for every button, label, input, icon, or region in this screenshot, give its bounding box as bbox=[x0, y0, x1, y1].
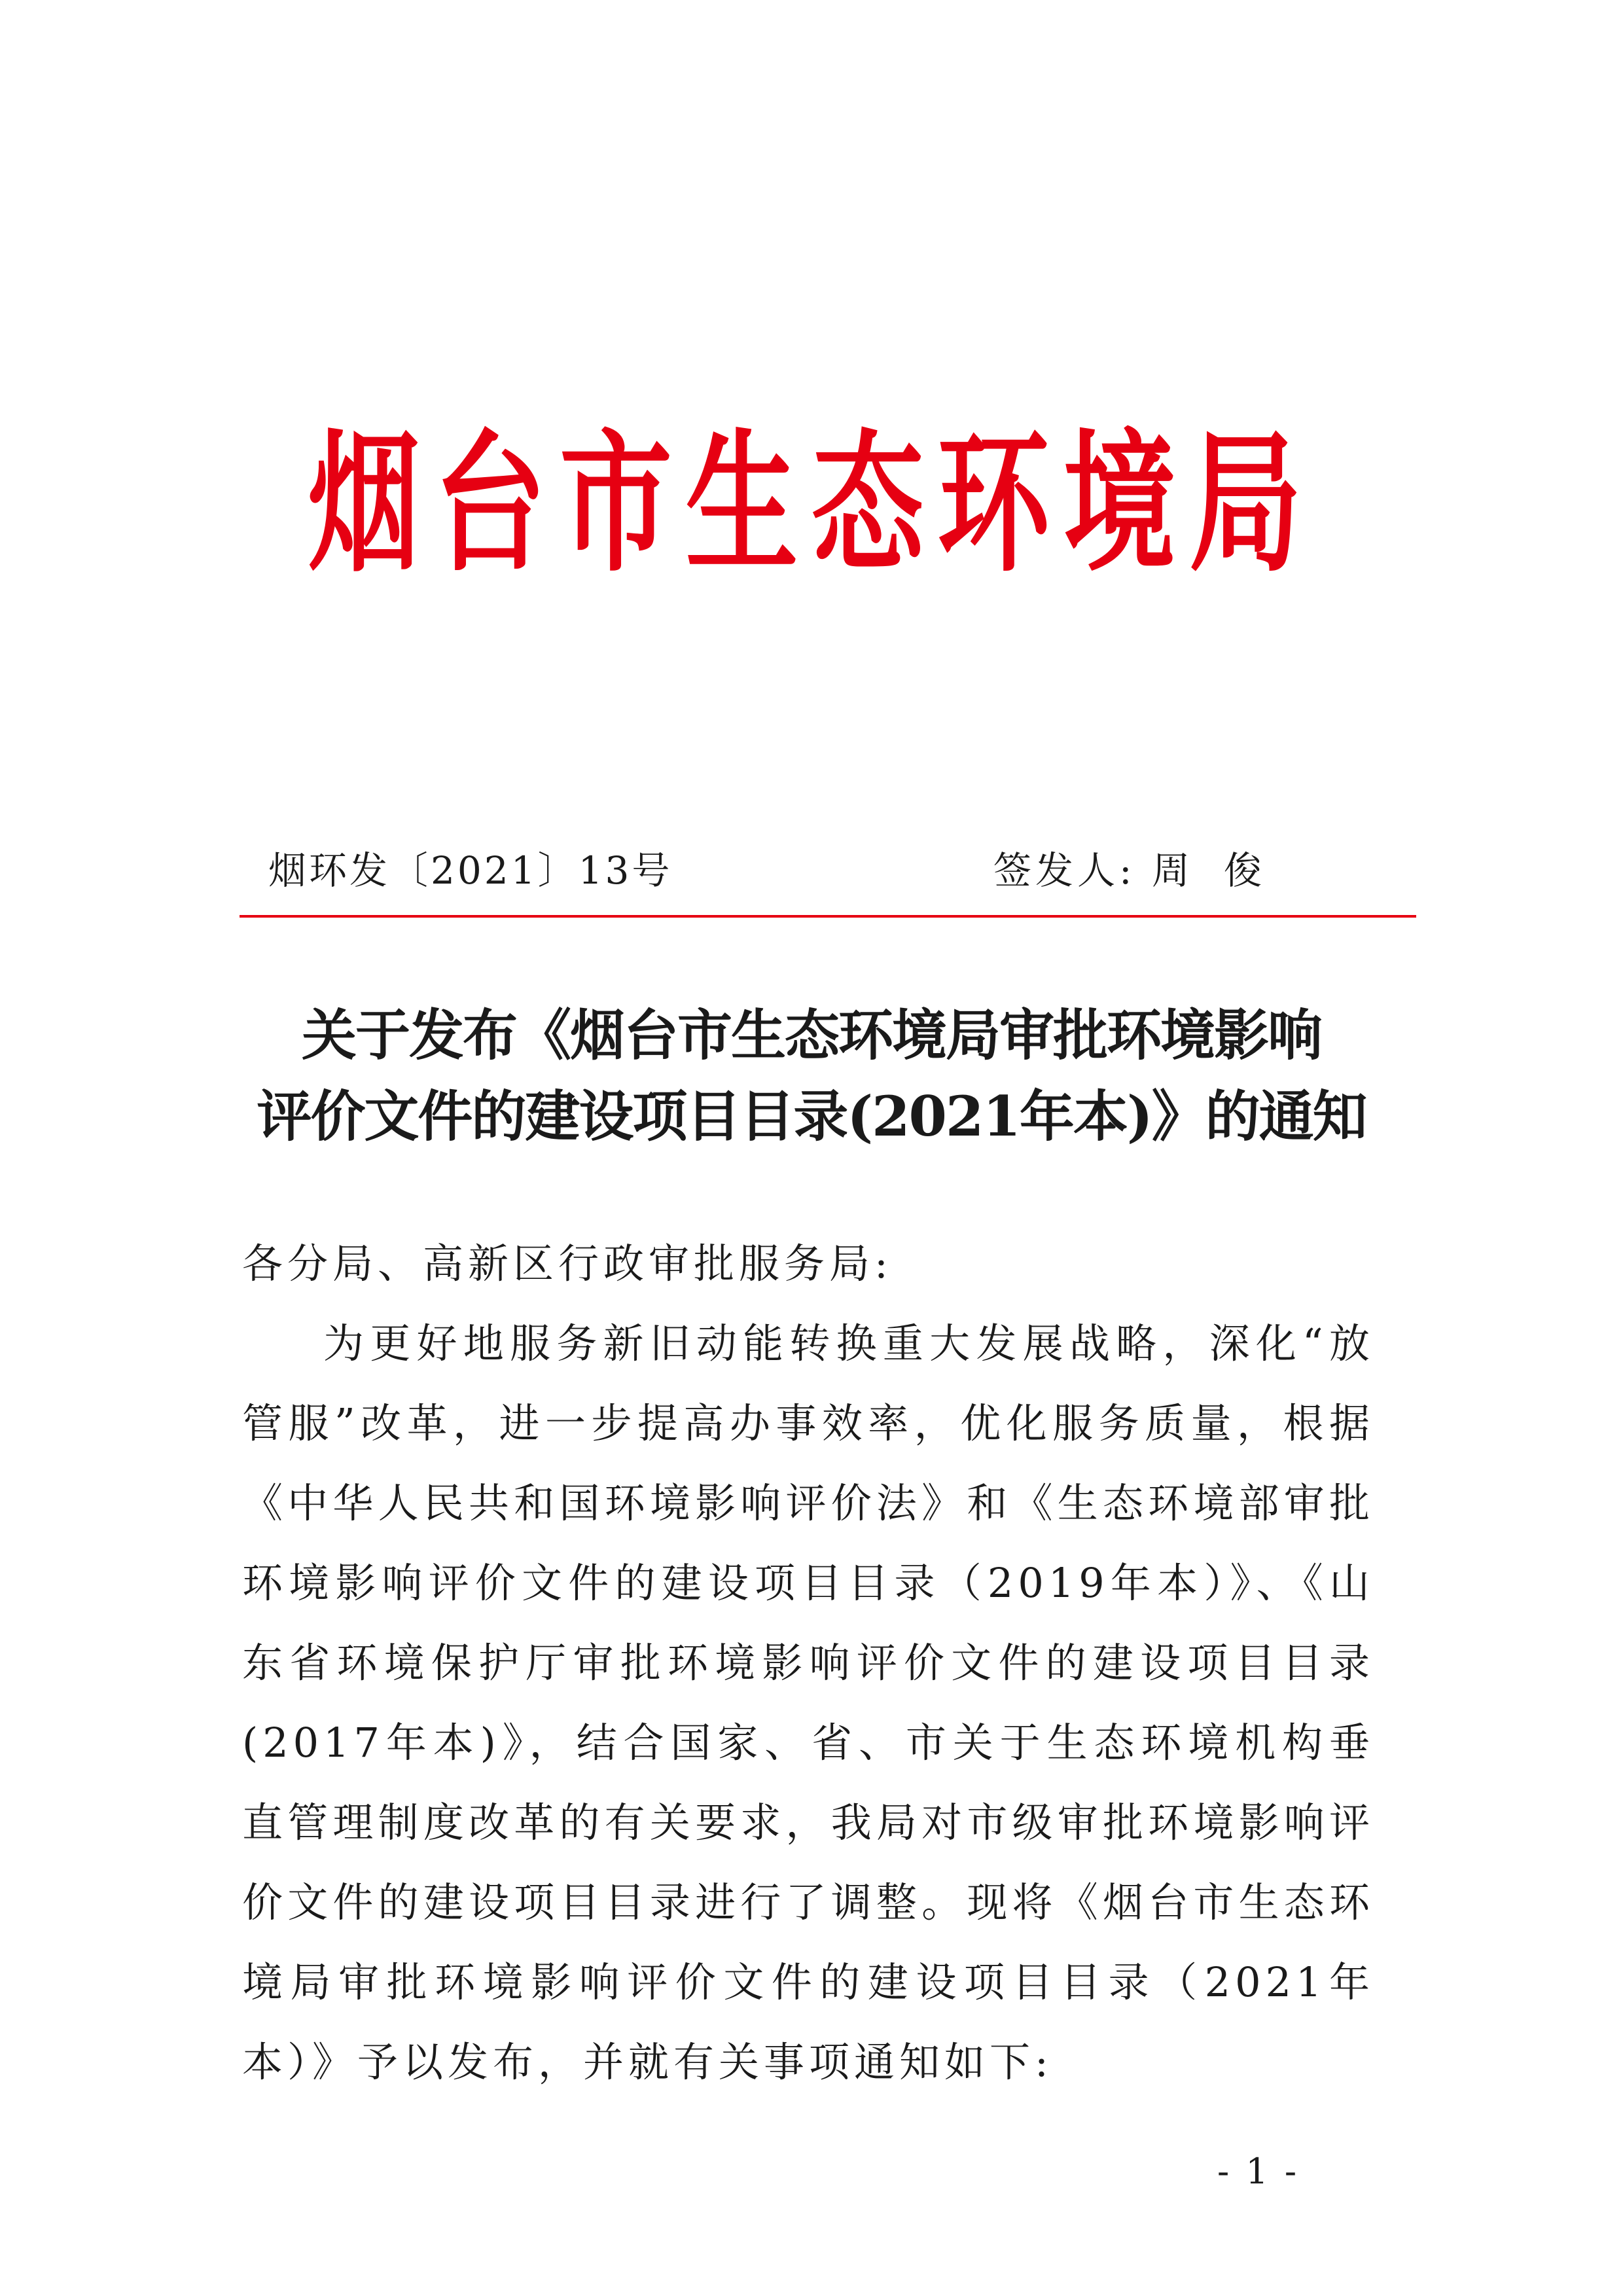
page-number: - 1 - bbox=[1217, 2151, 1300, 2192]
red-divider-line bbox=[240, 915, 1416, 918]
notice-title-line-2: 评价文件的建设项目目录(2021年本)》的通知 bbox=[257, 1084, 1366, 1149]
document-number: 烟环发〔2021〕13号 bbox=[268, 848, 673, 893]
document-meta-row bbox=[242, 841, 1381, 900]
signer bbox=[993, 841, 1296, 900]
signer-label: 签发人: bbox=[993, 848, 1136, 893]
notice-title bbox=[196, 995, 1427, 1157]
notice-title-line-1: 关于发布《烟台市生态环境局审批环境影响 bbox=[301, 1003, 1321, 1067]
notice-body bbox=[242, 1224, 1374, 2102]
signer-name: 周俊 bbox=[1151, 848, 1296, 893]
body-paragraph: 为更好地服务新旧动能转换重大发展战略，深化“放管服”改革，进一步提高办事效率，优化服务质量，根据《中华人民共和国环境影响评价法》和《生态环境部审批环境影响评价文件的建设项目目录（2019年本）》、《山东省环境保护厅审批环境影响评价文件的建设项目目录(2017年本)》，结合国家、省、市关于生态环境机构垂直管理制度改革的有关要求，我局对市级审批环境影响评价文件的建设项目目录进行了调整。现将《烟台市生态环境局审批环境影响评价文件的建设项目目录（2021年本）》予以发布，并就有关事项通知如下: bbox=[242, 1319, 1374, 2086]
organization-header-title: 烟台市生态环境局 bbox=[308, 416, 1315, 592]
addressee: 各分局、高新区行政审批服务局: bbox=[242, 1240, 893, 1287]
